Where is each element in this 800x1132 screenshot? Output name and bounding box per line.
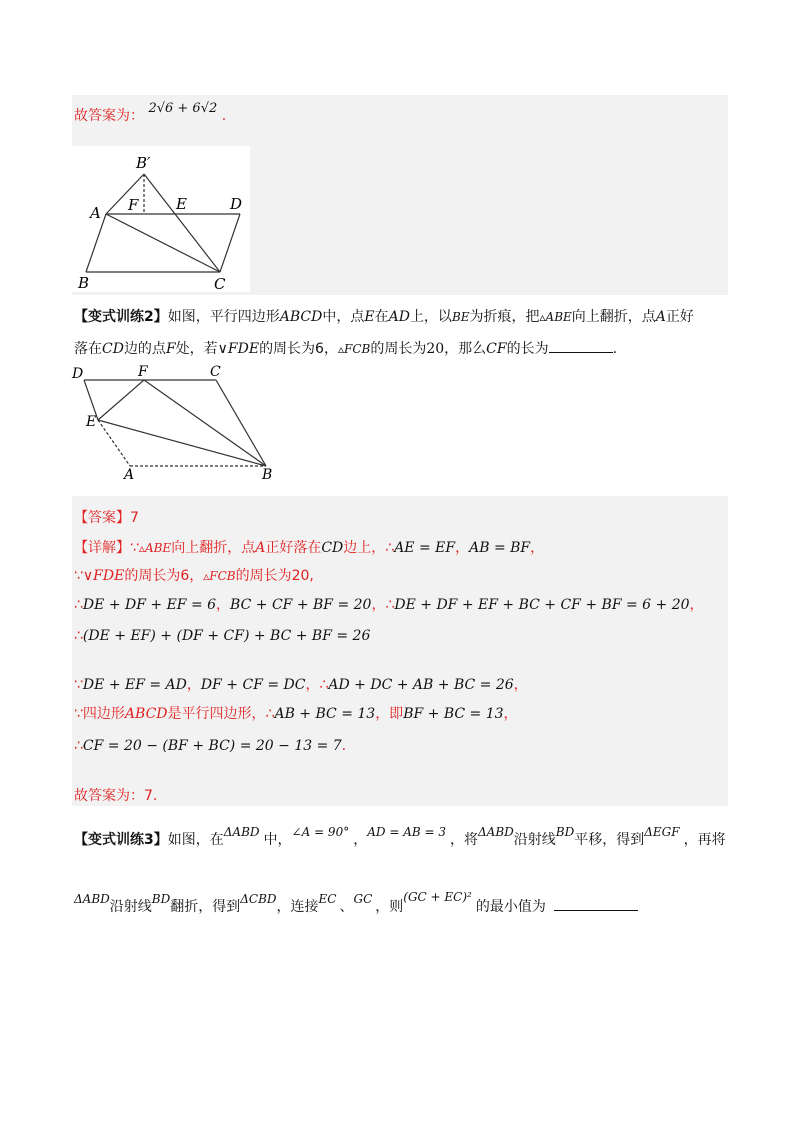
sol-text: ∴: [74, 628, 83, 644]
fig1-label-d: D: [230, 195, 243, 213]
p3-text: ，则: [375, 899, 404, 915]
p3-math: ΔCBD: [240, 892, 277, 906]
p2-math: F: [165, 341, 176, 357]
sol-text: ，即: [375, 706, 404, 722]
p3-math: ΔABD: [74, 892, 110, 906]
p3-text: 、: [339, 899, 354, 915]
fig1-seg-dc: [220, 214, 240, 272]
sol-text: ，: [530, 540, 545, 556]
p3-math: BD: [555, 825, 575, 839]
p2-math: E: [364, 309, 375, 325]
p2-text: .: [612, 341, 618, 357]
p3-math: ΔABD: [223, 825, 260, 839]
fig2-seg-eb: [98, 420, 266, 466]
top-answer-expr: 2√6 + 6√2: [148, 101, 218, 116]
p2-math: 20: [426, 341, 445, 357]
fig1-label-bp: B′: [136, 154, 151, 172]
p3-math: ΔEGF: [644, 825, 680, 839]
top-answer-label: 故答案为：: [74, 108, 144, 124]
p2-text: 如图，平行四边形: [167, 309, 280, 325]
p2-text: 边的点: [123, 341, 166, 357]
sol-text: ∴: [74, 597, 83, 613]
p2-math: ▵ABE: [539, 310, 572, 324]
sol-math: DE + DF + EF + BC + CF + BF = 6 + 20: [394, 597, 690, 613]
p3-math: (GC + EC)²: [403, 890, 472, 904]
sol-math: CF = 20 − (BF + BC) = 20 − 13 = 7: [82, 738, 342, 754]
solution-line-6: [74, 704, 518, 724]
p3-text: 平移，得到: [574, 832, 645, 848]
sol-math: CD: [321, 540, 344, 556]
sol-text: .: [341, 738, 347, 754]
sol-text: ∵: [74, 568, 83, 584]
top-answer-line: [74, 101, 227, 127]
fig2-label-b: B: [262, 467, 273, 480]
figure-1-svg: [72, 146, 250, 292]
sol-text: ，∴: [371, 597, 395, 613]
sol-math: ABCD: [124, 706, 168, 722]
fig1-label-c: C: [214, 275, 226, 292]
sol-text: 边上，∴: [343, 540, 395, 556]
sol-text: 向上翻折，点: [171, 540, 256, 556]
top-answer-end: .: [221, 108, 227, 124]
sol-text: ，: [455, 540, 470, 556]
sol-text: ，: [186, 677, 201, 693]
sol-text: ，∴: [305, 677, 329, 693]
p2-text: 的周长为: [370, 341, 427, 357]
p2-math: A: [655, 309, 666, 325]
fig1-label-b: B: [78, 274, 90, 292]
p3-text: ，将: [450, 832, 478, 848]
fig2-label-d: D: [72, 366, 84, 382]
p2-line-1: [74, 307, 694, 327]
p3-title: 【变式训练3】: [74, 832, 168, 848]
sol-text: ，: [216, 597, 231, 613]
fig2-label-f: F: [138, 364, 148, 380]
fig2-label-a: A: [124, 467, 135, 480]
fig2-label-e: E: [86, 414, 97, 430]
p3-text: 如图，在: [167, 832, 224, 848]
sol-text: ∵: [74, 677, 83, 693]
fig2-seg-ef: [98, 380, 144, 420]
fig2-seg-fb: [144, 380, 266, 466]
p3-text: 沿射线: [513, 832, 556, 848]
sol-math: ▵FCB: [203, 569, 236, 583]
p2-text: 在: [374, 309, 389, 325]
sol-text: 是平行四边形，∴: [167, 706, 275, 722]
sol-text: ，: [503, 706, 518, 722]
p2-math: CD: [102, 341, 124, 357]
sol-text: 的周长为6，: [124, 568, 204, 584]
sol-text: ，: [689, 597, 704, 613]
p2-text: 上，以: [409, 309, 452, 325]
figure-2-svg: [70, 362, 290, 480]
sol-text: ∴: [74, 738, 83, 754]
sol-math: DE + DF + EF = 6: [82, 597, 217, 613]
p2-math: ∨FDE: [217, 341, 260, 357]
sol-math: AB = BF: [469, 540, 531, 556]
p2-text: 为折痕，把: [469, 309, 540, 325]
p3-math: BD: [151, 892, 171, 906]
sol-math: A: [255, 540, 266, 556]
figure-2: [70, 362, 290, 480]
p2-text: 的长为: [506, 341, 549, 357]
sol-math: AB + BC = 13: [274, 706, 376, 722]
sol-math: ∨FDE: [82, 568, 125, 584]
sol-text: ∵四边形: [74, 706, 125, 722]
solution-line-7: [74, 736, 346, 756]
p3-text: 翻折，得到: [170, 899, 241, 915]
p3-text: ，: [353, 832, 368, 848]
sol-math: BC + CF + BF = 20: [230, 597, 372, 613]
p3-text: ，再将: [683, 832, 726, 848]
sol-math: AE = EF: [394, 540, 456, 556]
fig1-label-e: E: [176, 195, 187, 213]
sol-math: DE + EF = AD: [82, 677, 187, 693]
p3-math: ΔABD: [478, 825, 514, 839]
sol-math: AD + DC + AB + BC = 26: [328, 677, 514, 693]
p2-text: 落在: [74, 341, 102, 357]
solution-line-1: [74, 538, 544, 558]
fig1-seg-ba: [86, 214, 106, 272]
figure-1: [72, 146, 250, 292]
p3-line-2: [74, 890, 638, 917]
p3-text: 中，: [263, 832, 292, 848]
p3-text: 的最小值为: [475, 899, 546, 915]
p2-text: 的周长为6，: [259, 341, 338, 357]
p3-answer-blank: [554, 896, 638, 911]
p2-text: 正好: [665, 309, 694, 325]
p3-math: ∠A = 90°: [291, 825, 350, 839]
sol-math: BF + BC = 13: [403, 706, 504, 722]
fig1-label-f: F: [128, 196, 139, 214]
p3-text: 沿射线: [109, 899, 152, 915]
sol-text: ，: [513, 677, 528, 693]
p2-math: CF: [486, 341, 507, 357]
sol-math: ▵ABE: [138, 541, 172, 555]
sol-math: DF + CF = DC: [200, 677, 306, 693]
p3-math: GC: [353, 892, 373, 906]
fig1-seg-ac: [106, 214, 220, 272]
p2-line-2: [74, 338, 617, 359]
p2-math: ABCD: [279, 309, 323, 325]
p3-text: ，连接: [276, 899, 319, 915]
fig2-label-c: C: [210, 364, 221, 380]
p3-math: EC: [318, 892, 337, 906]
fig1-label-a: A: [90, 204, 101, 222]
solution-answer: 【答案】7: [74, 510, 139, 526]
sol-math: (DE + EF) + (DF + CF) + BC + BF = 26: [82, 628, 371, 644]
solution-line-5: [74, 675, 528, 695]
solution-line-3: [74, 595, 704, 615]
p2-title: 【变式训练2】: [74, 309, 168, 325]
p2-text: 处，若: [175, 341, 218, 357]
p2-math: ▵FCB: [337, 342, 371, 356]
solution-line-2: [74, 566, 314, 586]
p2-math: BE: [451, 310, 470, 324]
solution-line-4: [74, 626, 370, 646]
sol-text: 的周长为20,: [235, 568, 314, 584]
p3-line-1: [74, 825, 726, 850]
solution-final: 故答案为：7.: [74, 788, 158, 804]
p2-answer-blank: [549, 338, 613, 353]
fig1-seg-b1c: [144, 174, 220, 272]
sol-text: 正好落在: [265, 540, 322, 556]
p2-text: ，那么: [444, 341, 487, 357]
p3-math: AD = AB = 3: [367, 825, 446, 839]
p2-text: 中，点: [322, 309, 365, 325]
fig2-seg-cb: [216, 380, 266, 466]
sol-text: 【详解】∵: [74, 540, 139, 556]
p2-math: AD: [388, 309, 410, 325]
p2-text: 向上翻折，点: [571, 309, 656, 325]
